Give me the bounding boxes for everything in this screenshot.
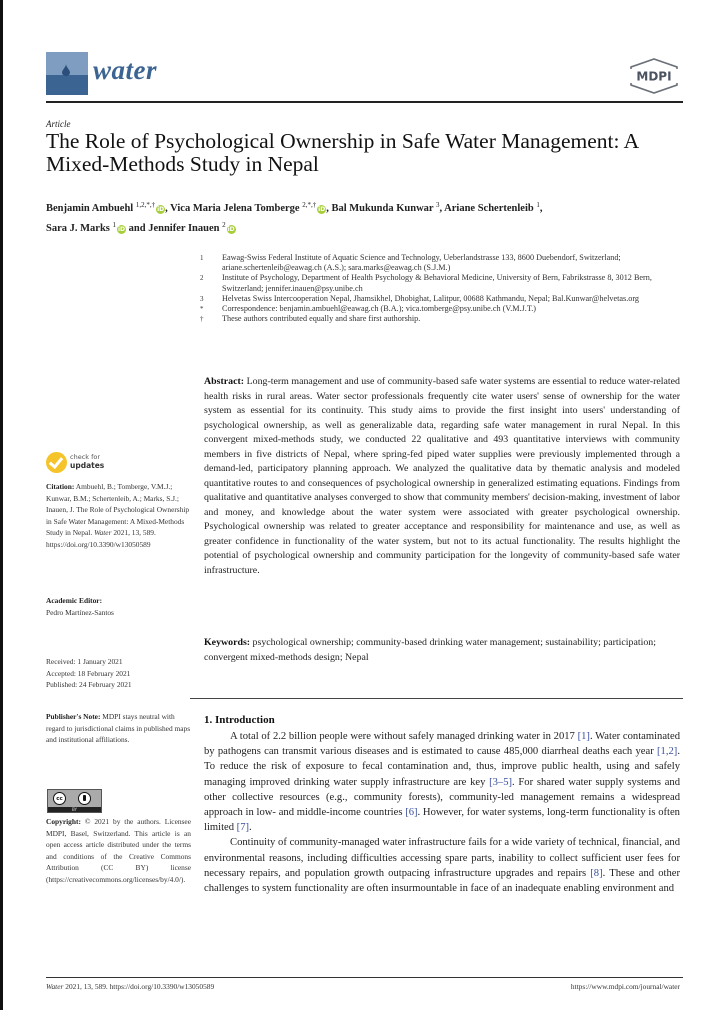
author-affiliation-marks: 1,2,*,† [135, 201, 156, 209]
author-name[interactable]: Bal Mukunda Kunwar [331, 203, 434, 214]
abstract-label: Abstract: [204, 376, 245, 387]
mdpi-logo-text: MDPI [636, 69, 672, 84]
affiliation-mark: 1 [200, 254, 204, 262]
paragraph-text: . These and other challenges to system functionality are often insurmountable in face of an inadequate enabling environment and [204, 867, 680, 895]
citation-doi-link[interactable]: 2021, 13, 589. https://doi.org/10.3390/w13050589 [46, 528, 156, 549]
citation-text: Ambuehl, B.; Tomberge, V.M.J.; Kunwar, B.M.; Schertenleib, A.; Marks, S.J.; Inauen, J. The Role of Psychological Ownership in Safe Water Management: A Mixed-Methods Study in Nepal. [46, 482, 190, 538]
author-separator: , [326, 203, 332, 214]
header-divider [46, 101, 683, 103]
keywords-label: Keywords: [204, 637, 251, 648]
paragraph [204, 729, 680, 835]
affiliations [200, 253, 680, 324]
citation-journal: Water [94, 528, 112, 538]
affiliation-mark: † [200, 315, 204, 324]
footer-journal: Water [46, 982, 64, 991]
paragraph-text: . To reduce the risk of exposure to fecal contamination and, thus, improve public health, using and safely managing improved drinking water supply infrastructure are key [204, 746, 680, 788]
citation-reference-link[interactable]: [6] [405, 807, 418, 819]
keywords [204, 636, 680, 665]
paragraph-text: . Water contaminated by pathogens can transmit various diseases and is estimated to cause 485,000 diarrheal deaths each year [204, 731, 680, 758]
journal-logo [46, 52, 88, 95]
author-separator: , [439, 203, 445, 214]
publisher-note-label: Publisher's Note: [46, 712, 101, 721]
cc-icon: cc [53, 792, 66, 805]
article-type: Article [46, 119, 71, 129]
paragraph-text: . However, for water systems, long-term functionality is often limited [204, 807, 680, 834]
abstract-divider [190, 698, 683, 699]
citation-reference-link[interactable]: [8] [590, 867, 603, 879]
author-name[interactable]: Jennifer Inauen [148, 223, 220, 234]
affiliation-text: Eawag-Swiss Federal Institute of Aquatic Science and Technology, Ueberlandstrasse 133, 8600 Duebendorf, Switzerland; ariane.schertenleib@eawag.ch (A.S.); sara.marks@eawag.ch (S.J.M.) [222, 253, 621, 273]
attribution-person-icon [78, 792, 91, 805]
affiliation-item [200, 273, 680, 293]
author-affiliation-marks: 3 [436, 201, 440, 209]
mdpi-logo [627, 58, 681, 94]
cc-by-label: BY [48, 807, 101, 812]
abstract [204, 375, 680, 578]
affiliation-mark: * [200, 305, 204, 314]
introduction-body [204, 729, 680, 896]
orcid-icon[interactable]: iD [318, 206, 326, 213]
paragraph-text: . [249, 822, 252, 834]
affiliation-mark: 2 [200, 274, 204, 283]
citation-reference-link[interactable]: [7] [236, 822, 250, 834]
copyright-label: Copyright: [46, 817, 81, 826]
dates-block [46, 656, 191, 691]
author-name[interactable]: Benjamin Ambuehl [46, 203, 134, 214]
footer-doi-link[interactable]: 2021, 13, 589. https://doi.org/10.3390/w13050589 [65, 982, 215, 991]
author-separator: , [165, 203, 171, 214]
academic-editor-name: Pedro Martínez-Santos [46, 607, 114, 617]
citation-label: Citation: [46, 482, 75, 491]
accepted-date: Accepted: 18 February 2021 [46, 668, 131, 678]
author-affiliation-marks: 1 [536, 201, 540, 209]
received-date: Received: 1 January 2021 [46, 657, 123, 666]
author-affiliation-marks: 2,*,† [302, 201, 317, 209]
published-date: Published: 24 February 2021 [46, 680, 132, 690]
author-affiliation-marks: 1 [112, 221, 116, 229]
footer-divider [46, 977, 683, 978]
affiliation-item [200, 253, 680, 273]
affiliation-text: Correspondence: benjamin.ambuehl@eawag.ch (B.A.); vica.tomberge@psy.unibe.ch (V.M.J.T.) [222, 304, 536, 314]
citation-reference-link[interactable]: [1] [577, 731, 590, 742]
footer-journal-url[interactable]: https://www.mdpi.com/journal/water [570, 982, 680, 991]
copyright-text: © 2021 by the authors. Licensee MDPI, Basel, Switzerland. This article is an open access article distributed under the terms and conditions of the Creative Commons Attribution (CC BY) license (https://creativecommons.org/licenses/by/4.0/). [46, 817, 191, 884]
copyright-block [46, 816, 191, 886]
abstract-text: Long-term management and use of community-based safe water systems are essential to reduce water-related health risks in rural areas. Water sector professionals frequently cite water users' sense of ownership for the water system as essential for its continuity. This study aims to provide the first insight into users' understanding of psychological ownership, as well as generalizable data, regarding safe water management in rural Nepal. In this convergent mixed-methods study, we conducted 22 qualitative and 493 quantitative interviews with community members in five districts of Nepal, where spring-fed piped water supplies were previously implemented through a demand-led, participatory planning approach. We analyzed the qualitative data by thematic analysis and modeled quantitative routes to and consequences of psychological ownership in generalized estimating equations. Findings from qualitative and quantitative analyses converged to show that community members' decision-making, investment of labor and money, and knowledge about the water system were associated with greater psychological ownership. Psychological ownership was related to greater acceptance and responsibility for maintenance and use, as well as greater confidence in functionality of the water system, but not to its actual functionality. The results highlight the potential of psychological ownership and community participation for the longevity of community-based safe water infrastructure. [204, 376, 680, 576]
section-heading-introduction: 1. Introduction [204, 714, 275, 726]
check-updates-line2: updates [70, 461, 105, 470]
publisher-note-text: MDPI stays neutral with regard to jurisdictional claims in published maps and institutional affiliations. [46, 712, 191, 745]
author-name[interactable]: Sara J. Marks [46, 223, 110, 234]
paragraph-text: Continuity of community-managed water infrastructure fails for a wide variety of technical, financial, and environmental reasons, including difficulties accessing spare parts, inability to collect sufficient user fees for necessary repairs, and population growth outpacing infrastructure upgrades and repairs [204, 837, 680, 879]
orcid-icon[interactable]: iD [157, 206, 165, 213]
affiliation-item [200, 294, 680, 304]
orcid-icon[interactable]: iD [117, 226, 126, 233]
publisher-note [46, 711, 191, 746]
author-separator: and [126, 223, 149, 234]
author-name[interactable]: Vica Maria Jelena Tomberge [170, 203, 300, 214]
affiliation-text: These authors contributed equally and share first authorship. [222, 314, 421, 324]
journal-name: water [93, 55, 158, 85]
affiliation-item [200, 314, 680, 324]
article-title: The Role of Psychological Ownership in Safe Water Management: A Mixed-Methods Study in Nepal [46, 129, 638, 176]
paragraph-text: . For shared water supply systems and other collective resources (e.g., community forests), community-led management remains a widespread approach in low- and middle-income countries [204, 776, 680, 819]
checkmark-icon [46, 452, 67, 473]
affiliation-mark: 3 [200, 294, 204, 303]
keywords-text: psychological ownership; community-based drinking water management; sustainability; participation; convergent mixed-methods design; Nepal [204, 637, 656, 663]
cc-by-license-badge[interactable] [47, 789, 102, 813]
author-list [46, 197, 686, 237]
academic-editor-label: Academic Editor: [46, 596, 103, 605]
affiliation-text: Institute of Psychology, Department of Health Psychology & Behavioral Medicine, University of Bern, Fabrikstrasse 8, 3012 Bern, Switzerland; jennifer.inauen@psy.unibe.ch [222, 273, 652, 293]
water-drop-icon [61, 64, 71, 76]
author-affiliation-marks: 2 [222, 221, 226, 229]
affiliation-text: Helvetas Swiss Intercooperation Nepal, Jhamsikhel, Dhobighat, Lalitpur, 00688 Kathmandu, Nepal; Bal.Kunwar@helvetas.org [222, 293, 640, 303]
paragraph-text: A total of 2.2 billion people were without safely managed drinking water in 2017 [230, 731, 578, 742]
academic-editor-block [46, 595, 191, 618]
orcid-icon[interactable]: iD [227, 226, 235, 233]
footer-citation [46, 982, 214, 991]
citation-reference-link[interactable]: [1,2] [657, 746, 678, 758]
citation-block [46, 481, 191, 551]
window-edge [0, 0, 3, 1010]
check-for-updates-button[interactable] [46, 452, 116, 476]
affiliation-item [200, 304, 680, 314]
check-updates-line1: check for [70, 453, 101, 461]
author-name[interactable]: Ariane Schertenleib [444, 203, 534, 214]
author-separator: , [539, 203, 543, 214]
paragraph [204, 835, 680, 896]
citation-reference-link[interactable]: [3–5] [489, 776, 513, 788]
